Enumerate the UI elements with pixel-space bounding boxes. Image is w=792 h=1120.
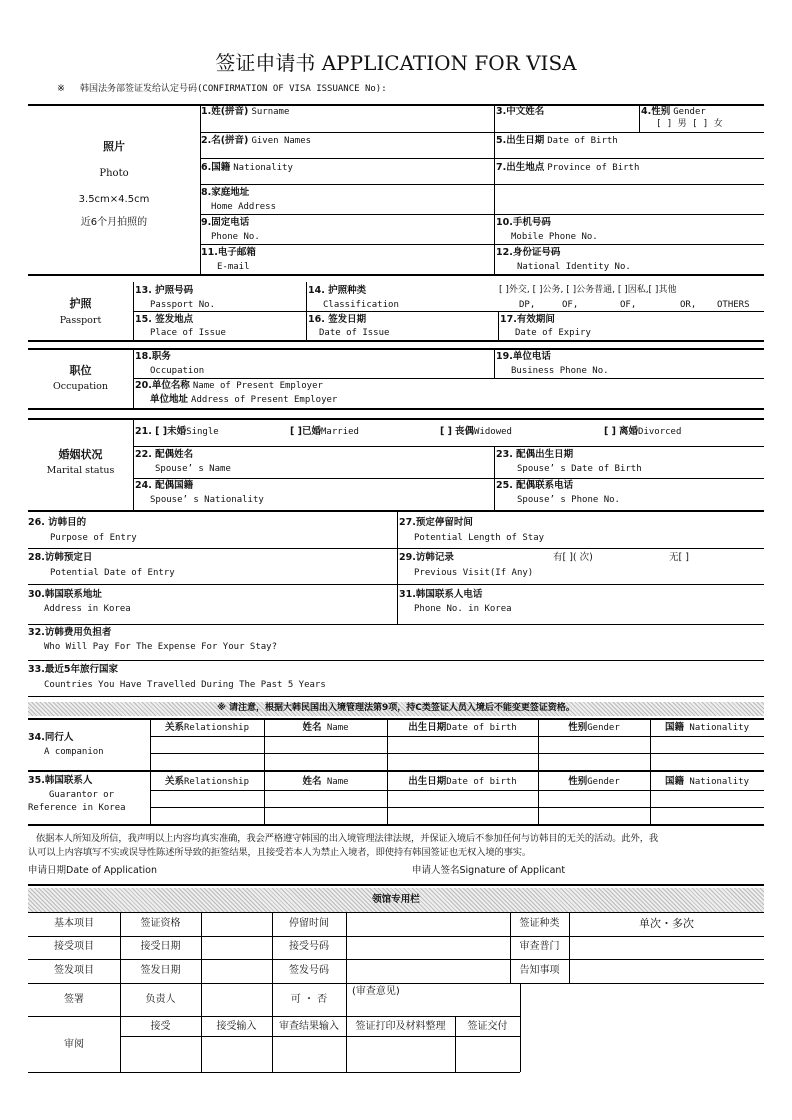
email-label-cn: 11.电子邮箱 <box>201 247 256 258</box>
signature-label: 申请人签名Signature of Applicant <box>412 865 566 876</box>
companion-header-dob: 出生日期Date of birth <box>408 722 517 733</box>
id-label-cn: 12.身份证号码 <box>496 247 561 258</box>
visits-yes-option[interactable]: 有[ ]( 次) <box>553 552 593 563</box>
office-review-dept: 审查普门 <box>519 941 560 952</box>
stay-label-en: Potential Length of Stay <box>414 533 545 543</box>
gender-options[interactable]: [ ] 男 [ ] 女 <box>656 119 723 129</box>
office-notice-items: 告知事项 <box>519 965 560 976</box>
biz-phone-label-cn: 19.单位电话 <box>496 351 551 362</box>
surname-label: 1.姓(拼音) Surname <box>201 106 290 117</box>
guarantor-header-relationship: 关系Relationship <box>164 776 250 787</box>
office-review-opinion: (审查意见) <box>352 986 400 997</box>
passport-number-label-cn: 13. 护照号码 <box>135 285 194 296</box>
office-use-title: 领馆专用栏 <box>372 894 420 905</box>
office-visa-delivery: 签证交付 <box>467 1021 508 1032</box>
companion-label-en: A companion <box>44 747 104 757</box>
passport-type-of1: OF, <box>562 300 579 310</box>
employer-address-label: 单位地址 Address of Present Employer <box>150 394 338 405</box>
office-review: 审阅 <box>64 1039 84 1050</box>
phone-label-en: Phone No. <box>211 232 260 242</box>
home-address-label-cn: 8.家庭地址 <box>201 187 250 198</box>
expense-label-cn: 32.访韩费用负担者 <box>28 627 112 638</box>
dob-label: 5.出生日期 Date of Birth <box>496 135 618 146</box>
expense-label-en: Who Will Pay For The Expense For Your Stay? <box>44 642 277 652</box>
passport-section-en: Passport <box>59 315 102 326</box>
issue-date-label-cn: 16. 签发日期 <box>308 314 367 325</box>
spouse-dob-label-cn: 23. 配偶出生日期 <box>496 449 574 460</box>
job-label-en: Occupation <box>150 366 205 376</box>
occupation-section-en: Occupation <box>53 381 108 392</box>
declaration-line1: 依据本人所知及所信，我声明以上内容均真实准确，我会严格遵守韩国的出入境管理法律法规，并保证入境后不参加任何与访韩目的无关的活动。此外，我 <box>36 833 658 844</box>
guarantor-header-dob: 出生日期Date of birth <box>408 776 517 787</box>
mobile-label-en: Mobile Phone No. <box>511 232 598 242</box>
visits-label-en: Previous Visit(If Any) <box>414 568 534 578</box>
given-names-label: 2.名(拼音) Given Names <box>201 135 312 146</box>
office-visa-status: 签证资格 <box>140 918 181 929</box>
marital-section-cn: 婚姻状况 <box>58 448 103 461</box>
spouse-phone-label-cn: 25. 配偶联系电话 <box>496 480 574 491</box>
passport-type-dp: DP, <box>519 300 536 310</box>
korea-address-label-cn: 30.韩国联系地址 <box>28 589 102 600</box>
companion-label-cn: 34.同行人 <box>28 732 74 743</box>
job-label-cn: 18.职务 <box>135 351 171 362</box>
office-accept-input: 接受输入 <box>216 1021 257 1032</box>
companion-header-relationship: 关系Relationship <box>164 722 250 733</box>
passport-type-options[interactable]: [ ]外交, [ ]公务, [ ]公务普通, [ ]因私,[ ]其他 <box>499 285 677 295</box>
passport-class-label-cn: 14. 护照种类 <box>308 285 367 296</box>
korea-address-label-en: Address in Korea <box>44 604 131 614</box>
guarantor-label-en2: Reference in Korea <box>28 803 126 813</box>
guarantor-label-cn: 35.韩国联系人 <box>28 775 93 786</box>
marital-section-en: Marital status <box>46 465 115 476</box>
guarantor-label-en1: Guarantor or <box>49 790 115 800</box>
id-label-en: National Identity No. <box>517 262 631 272</box>
marital-widowed-option[interactable]: [ ] 丧偶Widowed <box>440 426 512 437</box>
notice-banner: ※ 请注意，根据大韩民国出入境管理法第9项，持C类签证人员入境后不能变更签证资格。 <box>217 703 575 713</box>
stay-label-cn: 27.预定停留时间 <box>399 517 473 528</box>
office-receipt-item: 接受项目 <box>54 941 94 952</box>
passport-type-or: OR, <box>680 300 697 310</box>
entry-date-label-cn: 28.访韩预定日 <box>28 552 93 563</box>
office-result-input: 审查结果输入 <box>279 1021 339 1032</box>
marital-single-option[interactable]: 21. [ ]未婚Single <box>135 426 219 437</box>
office-visa-type: 签证种类 <box>519 918 560 929</box>
office-signature: 签署 <box>64 994 84 1005</box>
issue-date-label-en: Date of Issue <box>319 328 390 338</box>
photo-label-cn: 照片 <box>103 140 125 153</box>
issue-place-label-en: Place of Issue <box>150 328 226 338</box>
spouse-name-label-cn: 22. 配偶姓名 <box>135 449 194 460</box>
employer-label: 20.单位名称 Name of Present Employer <box>135 380 323 391</box>
chinese-name-label: 3.中文姓名 <box>496 106 545 117</box>
office-accept: 接受 <box>150 1021 171 1032</box>
application-date-label: 申请日期Date of Application <box>28 865 157 876</box>
spouse-phone-label-en: Spouse’ s Phone No. <box>517 495 620 505</box>
page-title: 签证申请书 APPLICATION FOR VISA <box>215 51 577 75</box>
purpose-label-en: Purpose of Entry <box>50 533 137 543</box>
purpose-label-cn: 26. 访韩目的 <box>28 517 87 528</box>
passport-section-cn: 护照 <box>69 297 92 310</box>
office-stay-period: 停留时间 <box>289 918 329 929</box>
issue-place-label-cn: 15. 签发地点 <box>135 314 194 325</box>
guarantor-header-nationality: 国籍 Nationality <box>664 776 750 787</box>
companion-header-nationality: 国籍 Nationality <box>664 722 750 733</box>
photo-note: 近6个月拍照的 <box>80 217 148 228</box>
declaration-line2: 认可以上内容填写不实或误导性陈述所导致的拒签结果，且接受若本人为禁止入境者，即使持有韩国签证也无权入境的事实。 <box>28 847 532 858</box>
office-approve-deny: 可 ・ 否 <box>290 994 328 1005</box>
companion-header-name: 姓名 Name <box>302 722 349 733</box>
office-single-multiple: 单次・多次 <box>639 917 694 930</box>
visits-label-cn: 29.访韩记录 <box>399 552 454 563</box>
confirmation-mark: ※ <box>57 83 65 94</box>
photo-label-en: Photo <box>99 168 129 179</box>
phone-label-cn: 9.固定电话 <box>201 217 250 228</box>
office-person-in-charge: 负责人 <box>145 994 176 1005</box>
companion-header-gender: 性别Gender <box>568 722 620 733</box>
spouse-nationality-label-en: Spouse’ s Nationality <box>150 495 264 505</box>
expiry-label-cn: 17.有效期间 <box>500 314 555 325</box>
office-print-organize: 签证打印及材料整理 <box>355 1021 446 1032</box>
office-receipt-date: 接受日期 <box>140 941 181 952</box>
countries-label-en: Countries You Have Travelled During The Past 5 Years <box>44 680 326 690</box>
office-issue-item: 签发项目 <box>54 965 94 976</box>
passport-number-label-en: Passport No. <box>150 300 216 310</box>
nationality-label: 6.国籍 Nationality <box>201 162 293 173</box>
photo-size: 3.5cm×4.5cm <box>78 194 150 205</box>
korea-phone-label-en: Phone No. in Korea <box>414 604 512 614</box>
office-issue-number: 签发号码 <box>289 965 329 976</box>
korea-phone-label-cn: 31.韩国联系人电话 <box>399 589 483 600</box>
countries-label-cn: 33.最近5年旅行国家 <box>28 664 118 675</box>
passport-type-of2: OF, <box>620 300 637 310</box>
occupation-section-cn: 职位 <box>69 364 92 377</box>
home-address-label-en: Home Address <box>211 202 277 212</box>
pob-label: 7.出生地点 Province of Birth <box>496 162 640 173</box>
guarantor-header-name: 姓名 Name <box>302 776 349 787</box>
spouse-dob-label-en: Spouse’ s Date of Birth <box>517 464 642 474</box>
office-issue-date: 签发日期 <box>140 965 181 976</box>
biz-phone-label-en: Business Phone No. <box>511 366 609 376</box>
passport-class-label-en: Classification <box>323 300 399 310</box>
guarantor-header-gender: 性别Gender <box>568 776 620 787</box>
visits-no-option[interactable]: 无[ ] <box>669 552 689 563</box>
entry-date-label-en: Potential Date of Entry <box>50 568 175 578</box>
office-receipt-number: 接受号码 <box>289 941 329 952</box>
marital-divorced-option[interactable]: [ ] 离婚Divorced <box>604 426 682 437</box>
confirmation-number-label: 韩国法务部签证发给认定号码(CONFIRMATION OF VISA ISSUANCE No): <box>80 84 387 94</box>
expiry-label-en: Date of Expiry <box>515 328 591 338</box>
marital-married-option[interactable]: [ ]已婚Married <box>290 426 359 437</box>
email-label-en: E-mail <box>217 262 250 272</box>
passport-type-others: OTHERS <box>717 300 750 310</box>
office-basic-item: 基本项目 <box>54 918 94 929</box>
gender-label: 4.性别 Gender <box>641 106 706 117</box>
mobile-label-cn: 10.手机号码 <box>496 217 551 228</box>
spouse-nationality-label-cn: 24. 配偶国籍 <box>135 480 194 491</box>
spouse-name-label-en: Spouse’ s Name <box>155 464 231 474</box>
